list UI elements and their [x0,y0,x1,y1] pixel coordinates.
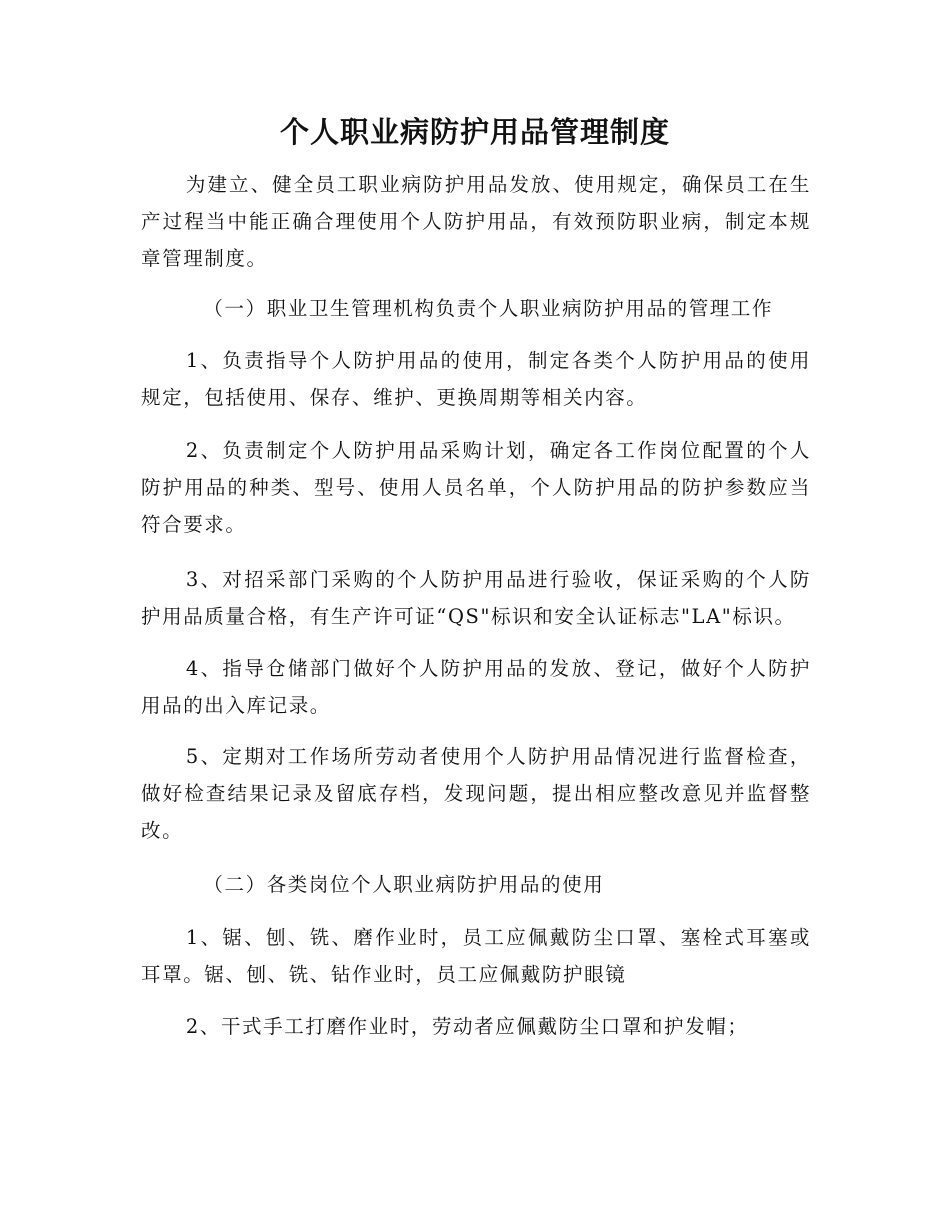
section-1-item-5: 5、定期对工作场所劳动者使用个人防护用品情况进行监督检查，做好检查结果记录及留底存档，发现问题，提出相应整改意见并监督整改。 [141,745,811,842]
section-2-item-2: 2、干式手工打磨作业时，劳动者应佩戴防尘口罩和护发帽； [185,1015,749,1038]
document-title: 个人职业病防护用品管理制度 [279,115,670,149]
intro-paragraph: 为建立、健全员工职业病防护用品发放、使用规定，确保员工在生产过程当中能正确合理使用个人防护用品，有效预防职业病，制定本规章管理制度。 [141,173,811,270]
section-2-item-1: 1、锯、刨、铣、磨作业时，员工应佩戴防尘口罩、塞栓式耳塞或耳罩。锯、刨、铣、钻作业时，员工应佩戴防护眼镜 [141,926,811,986]
section-1-item-2: 2、负责制定个人防护用品采购计划，确定各工作岗位配置的个人防护用品的种类、型号、使用人员名单，个人防护用品的防护参数应当符合要求。 [141,439,811,536]
section-1-item-4: 4、指导仓储部门做好个人防护用品的发放、登记，做好个人防护用品的出入库记录。 [141,657,811,717]
section-2-heading: （二）各类岗位个人职业病防护用品的使用 [203,873,605,896]
section-1-item-1: 1、负责指导个人防护用品的使用，制定各类个人防护用品的使用规定，包括使用、保存、维护、更换周期等相关内容。 [141,349,811,409]
section-1-item-3: 3、对招采部门采购的个人防护用品进行验收，保证采购的个人防护用品质量合格，有生产许可证“QS"标识和安全认证标志"LA"标识。 [141,568,811,628]
section-1-heading: （一）职业卫生管理机构负责个人职业病防护用品的管理工作 [203,297,774,320]
